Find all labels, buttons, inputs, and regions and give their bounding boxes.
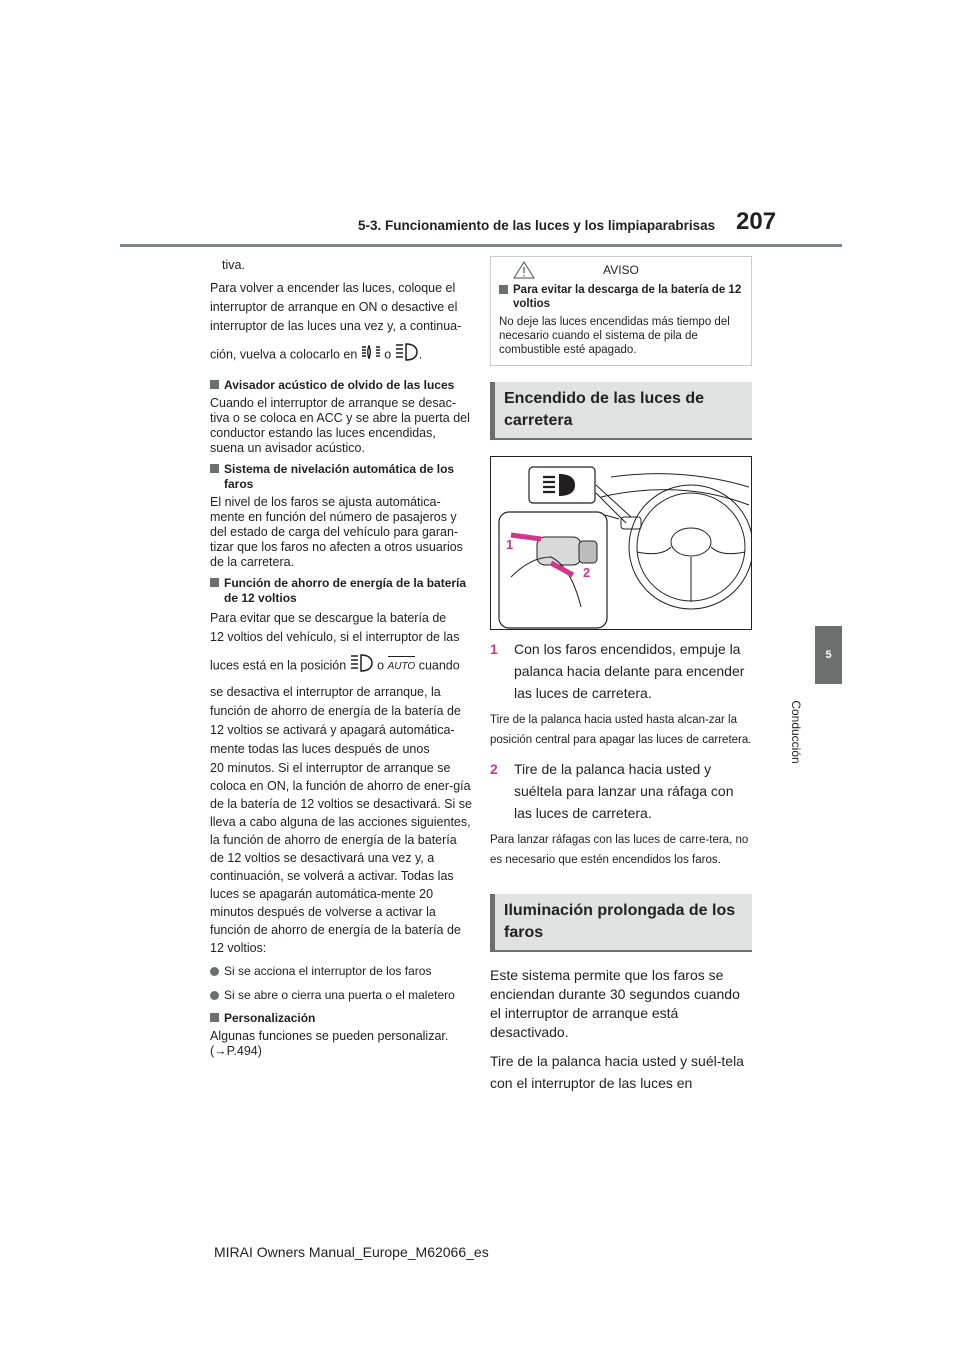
step-2-note: Para lanzar ráfagas con las luces de carre-tera, no es necesario que estén encendidos los faros. bbox=[490, 834, 749, 866]
page-number: 207 bbox=[736, 208, 777, 235]
warning-text: No deje las luces encendidas más tiempo del necesario cuando el sistema de pila de combustible esté apagado. bbox=[499, 316, 730, 356]
bullet-item: Si se abre o cierra una puerta o el maletero bbox=[210, 987, 472, 1004]
step-number: 1 bbox=[490, 641, 498, 657]
bullet-item: Si se acciona el interruptor de los faros bbox=[210, 963, 472, 980]
warning-box bbox=[490, 256, 752, 366]
reenable-line-4a: ción, vuelva a colocarlo en bbox=[210, 347, 358, 362]
step-1-note: Tire de la palanca hacia usted hasta alcan-zar la posición central para apagar las luces de carretera. bbox=[490, 714, 752, 746]
subsection-3-line-5: función de ahorro de energía de la batería de bbox=[210, 704, 461, 718]
section-title: 5-3. Funcionamiento de las luces y los limpiaparabrisas bbox=[358, 218, 716, 233]
chapter-tab[interactable]: 5 bbox=[815, 626, 842, 684]
subsection-4-title: Personalización bbox=[210, 1011, 472, 1026]
left-column bbox=[210, 256, 472, 1065]
reenable-line-2: interruptor de arranque en ON o desactive el bbox=[210, 300, 458, 314]
subsection-3-line-6: 12 voltios se activará y apagará automática- bbox=[210, 723, 455, 737]
subsection-1-text: Cuando el interruptor de arranque se desac-tiva o se coloca en ACC y se abre la puerta del conductor estando las luces encendidas, suena un avisador acústico. bbox=[210, 396, 470, 455]
section-heading-extended-lighting: Iluminación prolongada de los faros bbox=[490, 894, 752, 952]
step-number: 2 bbox=[490, 761, 498, 777]
extended-lighting-text-2: Tire de la palanca hacia usted y suél-tela con el interruptor de las luces en bbox=[490, 1053, 744, 1091]
warning-icon bbox=[513, 261, 535, 282]
header-rule bbox=[120, 244, 842, 247]
subsection-1-title: Avisador acústico de olvido de las luces bbox=[210, 378, 472, 393]
subsection-4-text[interactable]: Algunas funciones se pueden personalizar. (→P.494) bbox=[210, 1029, 449, 1058]
high-beam-icon-box bbox=[529, 467, 595, 503]
chapter-label-text: Conducción bbox=[789, 700, 803, 764]
chapter-label bbox=[786, 690, 806, 780]
square-bullet-icon bbox=[210, 380, 219, 389]
subsection-2-text: El nivel de los faros se ajusta automática-mente en función del número de pasajeros y del estado de carga del vehículo para garan-tizar que los faros no afecten a otros usuarios de la carretera. bbox=[210, 495, 463, 569]
right-column bbox=[490, 256, 752, 1102]
subsection-3-line-3c: cuando bbox=[418, 658, 460, 673]
footer-text: MIRAI Owners Manual_Europe_M62066_es bbox=[214, 1244, 489, 1260]
subsection-3-line-1: Para evitar que se descargue la batería de bbox=[210, 611, 447, 625]
round-bullet-icon bbox=[210, 967, 219, 976]
continuation-text: tiva. bbox=[222, 258, 245, 272]
section-heading-high-beam: Encendido de las luces de carretera bbox=[490, 382, 752, 440]
callout-2: 2 bbox=[583, 565, 591, 580]
high-beam-lever-figure bbox=[490, 456, 752, 630]
lever-illustration bbox=[491, 457, 751, 629]
step-text: Con los faros encendidos, empuje la palanca hacia delante para encender las luces de carretera. bbox=[514, 641, 745, 701]
reenable-line-1: Para volver a encender las luces, coloque el bbox=[210, 281, 456, 295]
step-1 bbox=[490, 638, 752, 704]
round-bullet-icon bbox=[210, 991, 219, 1000]
subsection-3-line-4: se desactiva el interruptor de arranque, la bbox=[210, 685, 441, 699]
extended-lighting-text-1: Este sistema permite que los faros se enciendan durante 30 segundos cuando el interruptor de arranque está desactivado. bbox=[490, 967, 740, 1040]
square-bullet-icon bbox=[210, 578, 219, 587]
headlights-icon bbox=[350, 653, 374, 679]
reenable-line-4c: . bbox=[418, 347, 423, 362]
subsection-3-line-3 bbox=[210, 653, 472, 679]
square-bullet-icon bbox=[499, 285, 508, 294]
step-text: Tire de la palanca hacia usted y suéltela para lanzar una ráfaga con las luces de carretera. bbox=[514, 761, 734, 821]
reenable-line-3: interruptor de las luces una vez y, a continua- bbox=[210, 319, 462, 333]
warning-subtitle: Para evitar la descarga de la batería de 12 voltios bbox=[499, 283, 743, 311]
warning-title: AVISO bbox=[499, 263, 743, 277]
auto-icon: AUTO bbox=[388, 656, 416, 676]
square-bullet-icon bbox=[210, 464, 219, 473]
subsection-3-title: Función de ahorro de energía de la batería de 12 voltios bbox=[210, 576, 472, 606]
subsection-3-line-3a: luces está en la posición bbox=[210, 658, 347, 673]
square-bullet-icon bbox=[210, 1013, 219, 1022]
subsection-3-line-2: 12 voltios del vehículo, si el interruptor de las bbox=[210, 630, 460, 644]
inset-lever-box bbox=[499, 512, 607, 628]
subsection-3-rest: 20 minutos. Si el interruptor de arranque se coloca en ON, la función de ahorro de ener-gía de la batería de 12 voltios se desactivará. Si se lleva a cabo alguna de las acciones siguientes, la función de ahorro de energía de la batería de 12 voltios se desactivará una vez y, a continuación, se volverá a activar. Todas las luces se apagarán automática-mente 20 minutos después de volverse a activar la función de ahorro de energía de la batería de 12 voltios: bbox=[210, 761, 472, 955]
reenable-line-4 bbox=[210, 342, 472, 368]
step-2 bbox=[490, 758, 752, 824]
callout-1: 1 bbox=[506, 537, 514, 552]
subsection-3-line-7: mente todas las luces después de unos bbox=[210, 742, 430, 756]
parking-lights-icon bbox=[361, 344, 381, 366]
subsection-3-line-3b: o bbox=[377, 658, 385, 673]
headlights-icon bbox=[395, 342, 419, 368]
subsection-2-title: Sistema de nivelación automática de los faros bbox=[210, 462, 472, 492]
reenable-line-4b: o bbox=[384, 347, 392, 362]
